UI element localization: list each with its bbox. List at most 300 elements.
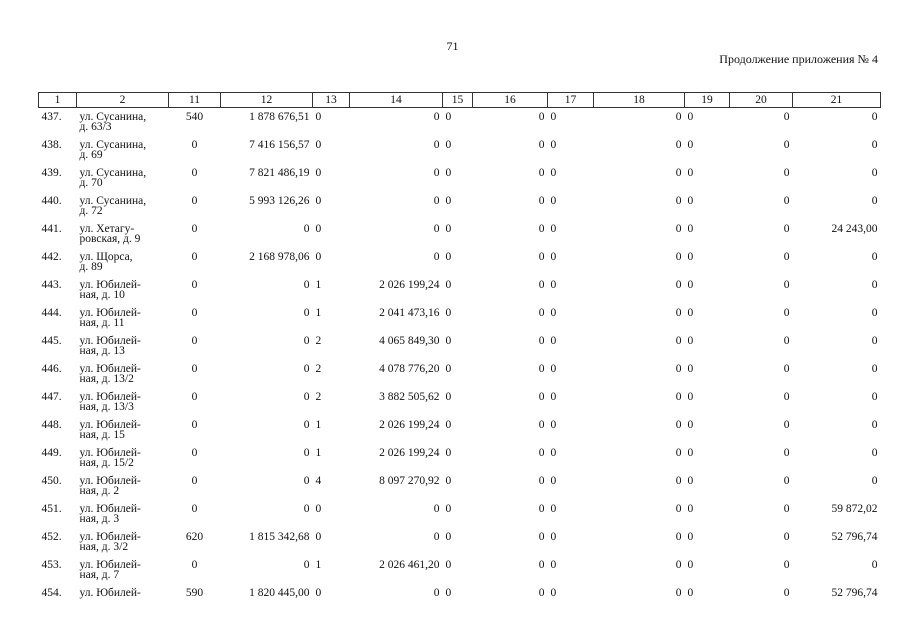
col13-cell: 1	[315, 558, 322, 571]
address-line-2: ровская, д. 9	[79, 232, 141, 245]
col16-cell: 0	[538, 194, 545, 207]
header-row	[39, 93, 881, 108]
address-line-2: ная, д. 7	[79, 568, 120, 581]
col17-cell: 0	[550, 474, 557, 487]
col18-cell: 0	[675, 250, 682, 263]
row-number: 451.	[41, 502, 62, 515]
col20-cell: 0	[783, 138, 790, 151]
address-line-1: ул. Юбилей-	[79, 558, 141, 571]
row-number: 441.	[41, 222, 62, 235]
col12-cell: 7 416 156,57	[249, 138, 310, 151]
col17-cell: 0	[550, 586, 557, 599]
col19-cell: 0	[687, 250, 694, 263]
col11-cell: 590	[185, 586, 204, 599]
col16-cell: 0	[538, 586, 545, 599]
col16-cell: 0	[538, 474, 545, 487]
col20-cell: 0	[783, 558, 790, 571]
col13-cell: 2	[315, 390, 322, 403]
table-row	[39, 388, 881, 416]
col18-cell: 0	[675, 418, 682, 431]
col15-cell: 0	[445, 278, 452, 291]
address-cell	[77, 276, 169, 304]
col17-cell: 0	[550, 111, 557, 123]
col15-cell: 0	[445, 390, 452, 403]
col13-cell: 4	[315, 474, 322, 487]
col19-cell: 0	[687, 222, 694, 235]
col20-cell: 0	[783, 362, 790, 375]
row-number: 443.	[41, 278, 62, 291]
address-cell	[77, 248, 169, 276]
col17-cell: 0	[550, 222, 557, 235]
address-cell	[77, 500, 169, 528]
address-line-1: ул. Юбилей-	[79, 502, 141, 515]
col15-cell: 0	[445, 558, 452, 571]
col17-cell: 0	[550, 138, 557, 151]
col14-cell: 2 026 199,24	[379, 278, 440, 291]
col11-cell: 0	[191, 390, 198, 403]
col15-cell: 0	[445, 446, 452, 459]
address-line-2: ная, д. 3	[79, 512, 120, 525]
col16-cell: 0	[538, 502, 545, 515]
address-line-1: ул. Юбилей-	[79, 306, 141, 319]
column-header: 12	[221, 93, 313, 108]
row-number: 453.	[41, 558, 62, 571]
col14-cell: 3 882 505,62	[379, 390, 440, 403]
col15-cell: 0	[445, 474, 452, 487]
col20-cell: 0	[783, 278, 790, 291]
col17-cell: 0	[550, 278, 557, 291]
col20-cell: 0	[783, 474, 790, 487]
table-row	[39, 220, 881, 248]
table-row	[39, 136, 881, 164]
col19-cell: 0	[687, 111, 694, 123]
column-header: 2	[77, 93, 169, 108]
row-number: 440.	[41, 194, 62, 207]
col17-cell: 0	[550, 390, 557, 403]
col11-cell: 0	[191, 558, 198, 571]
address-cell	[77, 304, 169, 332]
col12-cell: 0	[303, 362, 310, 375]
page-number: 71	[446, 39, 459, 53]
col12-cell: 7 821 486,19	[249, 166, 310, 179]
col21-cell: 0	[871, 111, 878, 123]
col18-cell: 0	[675, 586, 682, 599]
col21-cell: 0	[871, 390, 878, 403]
column-header: 20	[730, 93, 793, 108]
col19-cell: 0	[687, 474, 694, 487]
address-line-2: ная, д. 2	[79, 484, 120, 497]
col16-cell: 0	[538, 306, 545, 319]
address-line-2: ная, д. 3/2	[79, 540, 129, 553]
col14-cell: 0	[433, 166, 440, 179]
col21-cell: 0	[871, 558, 878, 571]
col13-cell: 0	[315, 586, 322, 599]
column-header: 18	[594, 93, 685, 108]
col14-cell: 0	[433, 530, 440, 543]
col14-cell: 2 026 199,24	[379, 446, 440, 459]
col15-cell: 0	[445, 166, 452, 179]
col14-cell: 4 078 776,20	[379, 362, 440, 375]
col19-cell: 0	[687, 138, 694, 151]
address-line-1: ул. Юбилей-	[79, 362, 141, 375]
col20-cell: 0	[783, 334, 790, 347]
col14-cell: 0	[433, 111, 440, 123]
col19-cell: 0	[687, 530, 694, 543]
table-row	[39, 556, 881, 584]
col15-cell: 0	[445, 138, 452, 151]
col11-cell: 0	[191, 418, 198, 431]
col13-cell: 1	[315, 306, 322, 319]
col19-cell: 0	[687, 558, 694, 571]
col12-cell: 0	[303, 558, 310, 571]
col15-cell: 0	[445, 111, 452, 123]
address-line-1: ул. Юбилей-	[79, 278, 141, 291]
row-number: 448.	[41, 418, 62, 431]
col12-cell: 0	[303, 474, 310, 487]
col15-cell: 0	[445, 194, 452, 207]
col14-cell: 2 026 461,20	[379, 558, 440, 571]
col21-cell: 52 796,74	[831, 586, 878, 599]
col13-cell: 0	[315, 222, 322, 235]
address-cell	[77, 220, 169, 248]
col16-cell: 0	[538, 418, 545, 431]
col15-cell: 0	[445, 250, 452, 263]
col13-cell: 0	[315, 530, 322, 543]
col16-cell: 0	[538, 278, 545, 291]
table-row	[39, 584, 881, 612]
row-number: 446.	[41, 362, 62, 375]
column-header: 14	[350, 93, 443, 108]
col15-cell: 0	[445, 334, 452, 347]
table-row	[39, 332, 881, 360]
table-row	[39, 444, 881, 472]
col18-cell: 0	[675, 278, 682, 291]
col12-cell: 2 168 978,06	[249, 250, 310, 263]
col14-cell: 0	[433, 194, 440, 207]
col21-cell: 0	[871, 278, 878, 291]
col11-cell: 0	[191, 194, 198, 207]
col13-cell: 0	[315, 250, 322, 263]
column-header: 15	[443, 93, 473, 108]
col17-cell: 0	[550, 166, 557, 179]
col18-cell: 0	[675, 138, 682, 151]
col11-cell: 0	[191, 138, 198, 151]
col11-cell: 0	[191, 278, 198, 291]
continuation-title: Продолжение приложения № 4	[719, 52, 878, 66]
row-number: 438.	[41, 138, 62, 151]
col17-cell: 0	[550, 362, 557, 375]
table-row	[39, 360, 881, 388]
col19-cell: 0	[687, 194, 694, 207]
row-number: 442.	[41, 250, 62, 263]
col21-cell: 24 243,00	[831, 222, 878, 235]
col12-cell: 0	[303, 390, 310, 403]
col17-cell: 0	[550, 334, 557, 347]
table-row	[39, 108, 881, 136]
col19-cell: 0	[687, 334, 694, 347]
table-row	[39, 500, 881, 528]
address-line-1: ул. Юбилей-	[79, 446, 141, 459]
column-header: 21	[793, 93, 881, 108]
col13-cell: 1	[315, 418, 322, 431]
address-line-1: ул. Сусанина,	[79, 111, 147, 123]
address-line-1: ул. Сусанина,	[79, 166, 147, 179]
column-header: 19	[685, 93, 730, 108]
col16-cell: 0	[538, 166, 545, 179]
col14-cell: 0	[433, 138, 440, 151]
col19-cell: 0	[687, 446, 694, 459]
row-number: 444.	[41, 306, 62, 319]
col13-cell: 2	[315, 334, 322, 347]
col21-cell: 0	[871, 194, 878, 207]
col14-cell: 0	[433, 586, 440, 599]
col13-cell: 2	[315, 362, 322, 375]
col14-cell: 0	[433, 502, 440, 515]
col17-cell: 0	[550, 530, 557, 543]
address-cell	[77, 416, 169, 444]
address-line-2: ная, д. 13/3	[79, 400, 134, 413]
col18-cell: 0	[675, 194, 682, 207]
col18-cell: 0	[675, 111, 682, 123]
address-cell	[77, 556, 169, 584]
col14-cell: 8 097 270,92	[379, 474, 440, 487]
table-row	[39, 472, 881, 500]
address-line-1: ул. Юбилей-	[79, 390, 141, 403]
col11-cell: 0	[191, 306, 198, 319]
col20-cell: 0	[783, 530, 790, 543]
table-row	[39, 276, 881, 304]
col16-cell: 0	[538, 446, 545, 459]
table-row	[39, 192, 881, 220]
col12-cell: 0	[303, 502, 310, 515]
address-line-2: ная, д. 15	[79, 428, 125, 441]
col15-cell: 0	[445, 586, 452, 599]
col11-cell: 620	[185, 530, 204, 543]
col12-cell: 0	[303, 418, 310, 431]
col18-cell: 0	[675, 502, 682, 515]
address-cell	[77, 192, 169, 220]
address-line-2: д. 63/3	[79, 121, 112, 133]
row-number: 452.	[41, 530, 62, 543]
col18-cell: 0	[675, 558, 682, 571]
row-number: 445.	[41, 334, 62, 347]
col20-cell: 0	[783, 446, 790, 459]
address-cell	[77, 584, 169, 612]
col17-cell: 0	[550, 446, 557, 459]
col14-cell: 2 041 473,16	[379, 306, 440, 319]
address-line-2: ная, д. 13	[79, 344, 125, 357]
address-cell	[77, 136, 169, 164]
row-number: 437.	[41, 111, 62, 123]
col21-cell: 0	[871, 362, 878, 375]
col17-cell: 0	[550, 306, 557, 319]
col14-cell: 4 065 849,30	[379, 334, 440, 347]
col15-cell: 0	[445, 306, 452, 319]
col14-cell: 0	[433, 222, 440, 235]
col15-cell: 0	[445, 362, 452, 375]
col21-cell: 0	[871, 166, 878, 179]
col20-cell: 0	[783, 306, 790, 319]
col15-cell: 0	[445, 222, 452, 235]
col13-cell: 0	[315, 111, 322, 123]
column-header: 16	[473, 93, 548, 108]
col15-cell: 0	[445, 502, 452, 515]
row-number: 447.	[41, 390, 62, 403]
table-body	[39, 108, 881, 612]
col11-cell: 540	[185, 111, 204, 123]
col19-cell: 0	[687, 586, 694, 599]
col12-cell: 1 820 445,00	[249, 586, 310, 599]
col20-cell: 0	[783, 250, 790, 263]
col16-cell: 0	[538, 530, 545, 543]
col11-cell: 0	[191, 502, 198, 515]
table-row	[39, 164, 881, 192]
col16-cell: 0	[538, 362, 545, 375]
address-line-2: ная, д. 15/2	[79, 456, 134, 469]
col21-cell: 52 796,74	[831, 530, 878, 543]
col21-cell: 0	[871, 474, 878, 487]
col15-cell: 0	[445, 418, 452, 431]
address-line-1: ул. Юбилей-	[79, 418, 141, 431]
col18-cell: 0	[675, 166, 682, 179]
address-cell	[77, 164, 169, 192]
col21-cell: 0	[871, 334, 878, 347]
col12-cell: 1 815 342,68	[249, 530, 310, 543]
col20-cell: 0	[783, 222, 790, 235]
col11-cell: 0	[191, 362, 198, 375]
col12-cell: 0	[303, 222, 310, 235]
col11-cell: 0	[191, 474, 198, 487]
address-line-2: д. 72	[79, 204, 103, 217]
column-header: 11	[169, 93, 221, 108]
col15-cell: 0	[445, 530, 452, 543]
col21-cell: 0	[871, 250, 878, 263]
col12-cell: 0	[303, 278, 310, 291]
col18-cell: 0	[675, 474, 682, 487]
address-cell	[77, 472, 169, 500]
address-line-1: ул. Сусанина,	[79, 138, 147, 151]
address-line-1: ул. Сусанина,	[79, 194, 147, 207]
col20-cell: 0	[783, 418, 790, 431]
address-line-1: ул. Юбилей-	[79, 334, 141, 347]
address-line-1: ул. Хетагу-	[79, 222, 135, 235]
col12-cell: 0	[303, 446, 310, 459]
col21-cell: 0	[871, 418, 878, 431]
col17-cell: 0	[550, 418, 557, 431]
col16-cell: 0	[538, 250, 545, 263]
table-row	[39, 416, 881, 444]
col20-cell: 0	[783, 194, 790, 207]
address-line-2: ная, д. 11	[79, 316, 125, 329]
col18-cell: 0	[675, 390, 682, 403]
col19-cell: 0	[687, 362, 694, 375]
col13-cell: 1	[315, 446, 322, 459]
col19-cell: 0	[687, 278, 694, 291]
col18-cell: 0	[675, 362, 682, 375]
address-line-1: ул. Юбилей-	[79, 474, 141, 487]
col13-cell: 0	[315, 138, 322, 151]
row-number: 439.	[41, 166, 62, 179]
address-line-2: д. 70	[79, 176, 103, 189]
address-cell	[77, 444, 169, 472]
col21-cell: 59 872,02	[831, 502, 878, 515]
col16-cell: 0	[538, 390, 545, 403]
col12-cell: 5 993 126,26	[249, 194, 310, 207]
column-header: 1	[39, 93, 77, 108]
col11-cell: 0	[191, 446, 198, 459]
col17-cell: 0	[550, 194, 557, 207]
row-number: 450.	[41, 474, 62, 487]
col16-cell: 0	[538, 138, 545, 151]
col11-cell: 0	[191, 222, 198, 235]
table-row	[39, 248, 881, 276]
table-row	[39, 304, 881, 332]
col16-cell: 0	[538, 334, 545, 347]
col20-cell: 0	[783, 166, 790, 179]
col14-cell: 2 026 199,24	[379, 418, 440, 431]
address-cell	[77, 332, 169, 360]
col20-cell: 0	[783, 390, 790, 403]
col12-cell: 1 878 676,51	[249, 111, 310, 123]
row-number: 449.	[41, 446, 62, 459]
column-header: 17	[548, 93, 594, 108]
col20-cell: 0	[783, 586, 790, 599]
col20-cell: 0	[783, 111, 790, 123]
column-header: 13	[313, 93, 350, 108]
col12-cell: 0	[303, 306, 310, 319]
col19-cell: 0	[687, 166, 694, 179]
address-line-2: д. 89	[79, 260, 103, 273]
address-line-1: ул. Юбилей-	[79, 530, 141, 543]
col18-cell: 0	[675, 222, 682, 235]
col14-cell: 0	[433, 250, 440, 263]
col11-cell: 0	[191, 250, 198, 263]
col16-cell: 0	[538, 111, 545, 123]
address-line-2: д. 69	[79, 148, 103, 161]
address-line-1: ул. Щорса,	[79, 250, 133, 263]
address-line-2: ная, д. 13/2	[79, 372, 134, 385]
col21-cell: 0	[871, 138, 878, 151]
row-number: 454.	[41, 586, 62, 599]
col21-cell: 0	[871, 446, 878, 459]
address-line-2: ная, д. 10	[79, 288, 125, 301]
col19-cell: 0	[687, 306, 694, 319]
col19-cell: 0	[687, 418, 694, 431]
address-line-1: ул. Юбилей-	[79, 586, 141, 599]
col11-cell: 0	[191, 166, 198, 179]
address-cell	[77, 360, 169, 388]
col18-cell: 0	[675, 530, 682, 543]
col18-cell: 0	[675, 334, 682, 347]
col17-cell: 0	[550, 502, 557, 515]
col16-cell: 0	[538, 222, 545, 235]
col12-cell: 0	[303, 334, 310, 347]
col17-cell: 0	[550, 558, 557, 571]
col18-cell: 0	[675, 306, 682, 319]
col16-cell: 0	[538, 558, 545, 571]
col11-cell: 0	[191, 334, 198, 347]
address-cell	[77, 528, 169, 556]
col13-cell: 0	[315, 194, 322, 207]
table-row	[39, 528, 881, 556]
address-cell	[77, 388, 169, 416]
col19-cell: 0	[687, 390, 694, 403]
col18-cell: 0	[675, 446, 682, 459]
col13-cell: 0	[315, 166, 322, 179]
col19-cell: 0	[687, 502, 694, 515]
col21-cell: 0	[871, 306, 878, 319]
col17-cell: 0	[550, 250, 557, 263]
